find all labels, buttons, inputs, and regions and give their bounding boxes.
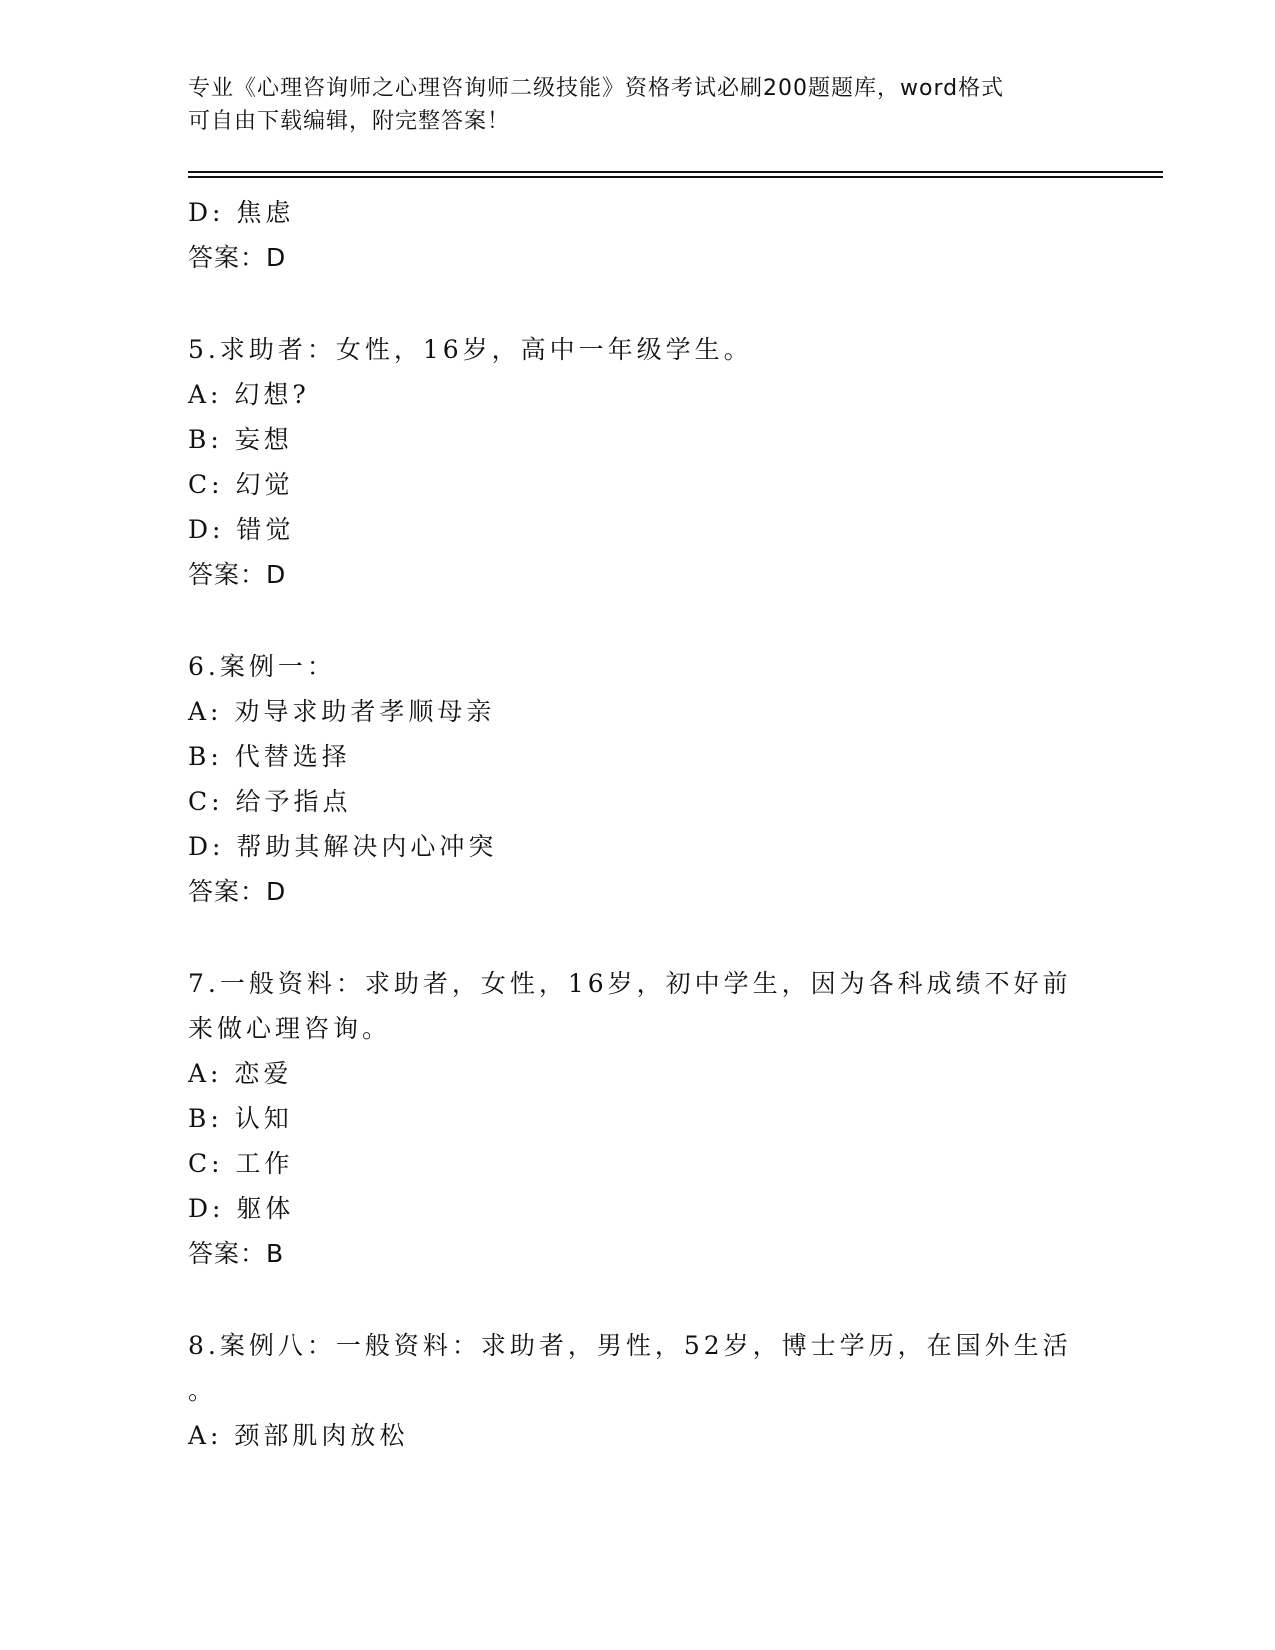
answer-option: A: 劝导求助者孝顺母亲 [188, 697, 496, 726]
answer-key: 答案：B [188, 1239, 285, 1268]
document-header [188, 72, 1068, 138]
answer-option: B: 妄想 [188, 425, 293, 454]
question-text: 7.一般资料：求助者，女性，16岁，初中学生，因为各科成绩不好前 [188, 969, 1072, 998]
answer-option: D: 焦虑 [188, 198, 295, 227]
answer-key: 答案：D [188, 243, 287, 272]
block-spacer [188, 281, 1078, 327]
answer-option: C: 给予指点 [188, 787, 352, 816]
answer-option: C: 幻觉 [188, 470, 294, 499]
header-rule-top [188, 171, 1163, 173]
answer-key: 答案：D [188, 560, 287, 589]
question-text: 来做心理咨询。 [188, 1014, 392, 1043]
answer-option: D: 错觉 [188, 515, 295, 544]
answer-key: 答案：D [188, 877, 287, 906]
answer-option: B: 认知 [188, 1104, 293, 1133]
question-list [188, 190, 1078, 1458]
answer-option: B: 代替选择 [188, 742, 351, 771]
question-text: 。 [188, 1376, 218, 1405]
block-spacer [188, 915, 1078, 961]
answer-option: A: 幻想? [188, 380, 310, 409]
answer-option: A: 颈部肌肉放松 [188, 1421, 409, 1450]
header-line-1: 专业《心理咨询师之心理咨询师二级技能》资格考试必刷200题题库，word格式 [188, 76, 1005, 101]
header-line-2: 可自由下载编辑，附完整答案！ [188, 109, 511, 134]
question-text: 5.求助者：女性，16岁，高中一年级学生。 [188, 335, 753, 364]
header-rule-bottom [188, 176, 1163, 178]
block-spacer [188, 598, 1078, 644]
answer-option: C: 工作 [188, 1149, 294, 1178]
answer-option: A: 恋爱 [188, 1059, 293, 1088]
question-text: 8.案例八：一般资料：求助者，男性，52岁，博士学历，在国外生活 [188, 1331, 1072, 1360]
block-spacer [188, 1277, 1078, 1323]
question-text: 6.案例一： [188, 652, 336, 681]
answer-option: D: 帮助其解决内心冲突 [188, 832, 498, 861]
answer-option: D: 躯体 [188, 1194, 295, 1223]
